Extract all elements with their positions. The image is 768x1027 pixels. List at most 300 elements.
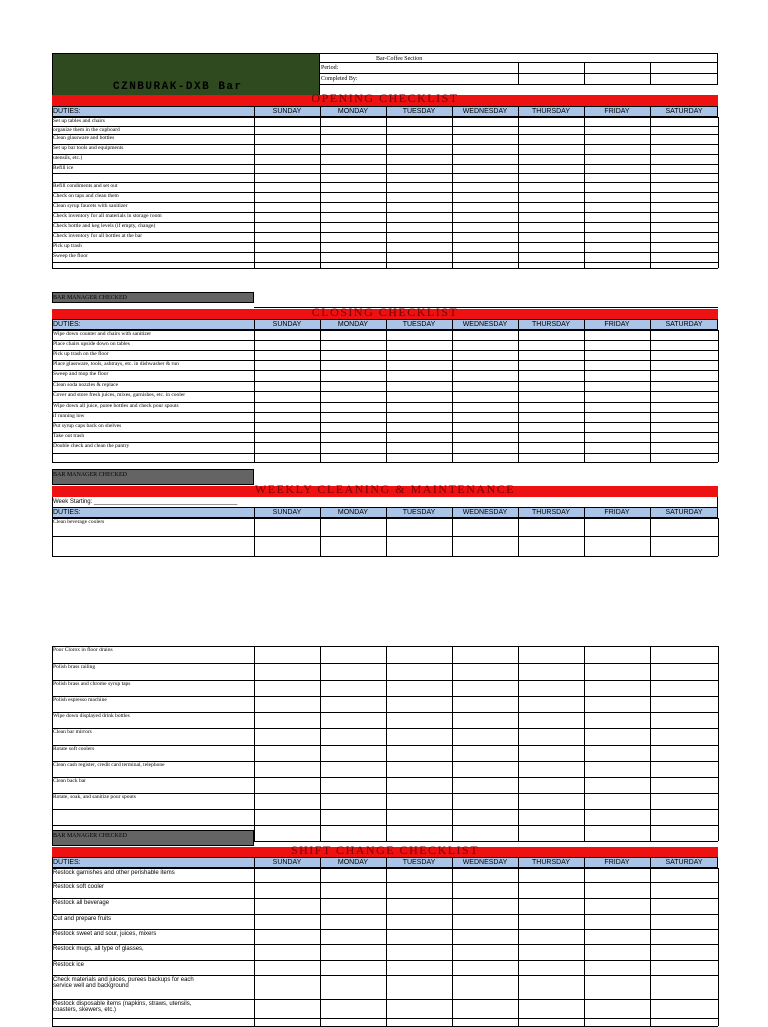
- opening-check-cell[interactable]: [650, 164, 718, 173]
- opening-check-cell[interactable]: [320, 232, 386, 242]
- opening-check-cell[interactable]: [452, 117, 518, 126]
- opening-check-cell[interactable]: [452, 144, 518, 154]
- opening-check-cell[interactable]: [584, 154, 650, 164]
- shift-check-cell[interactable]: [452, 999, 518, 1018]
- shift-check-cell[interactable]: [650, 898, 718, 914]
- weekly-check-cell[interactable]: [254, 696, 320, 712]
- weekly-top-check-cell[interactable]: [518, 536, 584, 556]
- closing-check-cell[interactable]: [254, 422, 320, 432]
- opening-check-cell[interactable]: [584, 164, 650, 173]
- opening-check-cell[interactable]: [320, 182, 386, 192]
- closing-check-cell[interactable]: [254, 340, 320, 350]
- weekly-check-cell[interactable]: [386, 825, 452, 841]
- shift-check-cell[interactable]: [254, 914, 320, 929]
- opening-check-cell[interactable]: [518, 202, 584, 212]
- opening-check-cell[interactable]: [518, 222, 584, 232]
- closing-check-cell[interactable]: [320, 402, 386, 412]
- weekly-check-cell[interactable]: [518, 745, 584, 761]
- opening-check-cell[interactable]: [386, 222, 452, 232]
- closing-check-cell[interactable]: [650, 391, 718, 402]
- opening-check-cell[interactable]: [584, 134, 650, 144]
- shift-check-cell[interactable]: [386, 975, 452, 999]
- weekly-check-cell[interactable]: [584, 777, 650, 793]
- opening-check-cell[interactable]: [452, 182, 518, 192]
- closing-check-cell[interactable]: [386, 432, 452, 442]
- closing-check-cell[interactable]: [518, 412, 584, 422]
- weekly-check-cell[interactable]: [254, 825, 320, 841]
- shift-check-cell[interactable]: [452, 898, 518, 914]
- closing-check-cell[interactable]: [386, 453, 452, 462]
- shift-check-cell[interactable]: [386, 999, 452, 1018]
- weekly-check-cell[interactable]: [584, 663, 650, 680]
- opening-check-cell[interactable]: [584, 222, 650, 232]
- shift-check-cell[interactable]: [320, 944, 386, 960]
- opening-check-cell[interactable]: [518, 182, 584, 192]
- shift-check-cell[interactable]: [518, 868, 584, 882]
- closing-check-cell[interactable]: [452, 432, 518, 442]
- weekly-check-cell[interactable]: [650, 777, 718, 793]
- weekly-check-cell[interactable]: [584, 745, 650, 761]
- weekly-check-cell[interactable]: [518, 761, 584, 777]
- opening-check-cell[interactable]: [452, 192, 518, 202]
- opening-check-cell[interactable]: [320, 144, 386, 154]
- opening-check-cell[interactable]: [320, 212, 386, 222]
- closing-check-cell[interactable]: [452, 442, 518, 453]
- opening-check-cell[interactable]: [650, 126, 718, 134]
- opening-check-cell[interactable]: [650, 182, 718, 192]
- weekly-top-check-cell[interactable]: [452, 518, 518, 536]
- weekly-top-check-cell[interactable]: [320, 518, 386, 536]
- shift-check-cell[interactable]: [518, 882, 584, 898]
- closing-check-cell[interactable]: [386, 442, 452, 453]
- closing-check-cell[interactable]: [518, 381, 584, 391]
- opening-check-cell[interactable]: [254, 232, 320, 242]
- opening-check-cell[interactable]: [518, 232, 584, 242]
- closing-check-cell[interactable]: [320, 422, 386, 432]
- shift-check-cell[interactable]: [584, 999, 650, 1018]
- shift-check-cell[interactable]: [386, 898, 452, 914]
- shift-check-cell[interactable]: [518, 944, 584, 960]
- shift-check-cell[interactable]: [650, 868, 718, 882]
- shift-check-cell[interactable]: [452, 960, 518, 975]
- opening-check-cell[interactable]: [650, 154, 718, 164]
- opening-check-cell[interactable]: [518, 117, 584, 126]
- shift-check-cell[interactable]: [518, 960, 584, 975]
- shift-check-cell[interactable]: [452, 944, 518, 960]
- opening-check-cell[interactable]: [584, 126, 650, 134]
- opening-check-cell[interactable]: [452, 202, 518, 212]
- opening-check-cell[interactable]: [452, 212, 518, 222]
- weekly-check-cell[interactable]: [518, 663, 584, 680]
- weekly-check-cell[interactable]: [452, 663, 518, 680]
- closing-check-cell[interactable]: [584, 330, 650, 340]
- weekly-top-check-cell[interactable]: [584, 536, 650, 556]
- opening-check-cell[interactable]: [320, 126, 386, 134]
- closing-check-cell[interactable]: [386, 381, 452, 391]
- opening-check-cell[interactable]: [386, 134, 452, 144]
- opening-check-cell[interactable]: [452, 126, 518, 134]
- opening-check-cell[interactable]: [584, 202, 650, 212]
- closing-check-cell[interactable]: [584, 360, 650, 370]
- closing-check-cell[interactable]: [386, 330, 452, 340]
- shift-check-cell[interactable]: [254, 898, 320, 914]
- opening-check-cell[interactable]: [584, 232, 650, 242]
- closing-check-cell[interactable]: [650, 330, 718, 340]
- opening-check-cell[interactable]: [386, 182, 452, 192]
- shift-check-cell[interactable]: [254, 999, 320, 1018]
- shift-check-cell[interactable]: [320, 975, 386, 999]
- weekly-check-cell[interactable]: [518, 777, 584, 793]
- weekly-check-cell[interactable]: [386, 777, 452, 793]
- closing-check-cell[interactable]: [386, 412, 452, 422]
- weekly-check-cell[interactable]: [650, 712, 718, 728]
- shift-check-cell[interactable]: [452, 929, 518, 944]
- opening-check-cell[interactable]: [584, 173, 650, 182]
- weekly-check-cell[interactable]: [320, 745, 386, 761]
- closing-check-cell[interactable]: [518, 391, 584, 402]
- shift-check-cell[interactable]: [386, 914, 452, 929]
- weekly-check-cell[interactable]: [386, 712, 452, 728]
- closing-check-cell[interactable]: [584, 381, 650, 391]
- weekly-check-cell[interactable]: [584, 761, 650, 777]
- opening-check-cell[interactable]: [452, 232, 518, 242]
- weekly-check-cell[interactable]: [584, 680, 650, 696]
- weekly-check-cell[interactable]: [650, 646, 718, 663]
- weekly-top-check-cell[interactable]: [254, 518, 320, 536]
- closing-check-cell[interactable]: [320, 350, 386, 360]
- weekly-top-check-cell[interactable]: [584, 518, 650, 536]
- closing-check-cell[interactable]: [584, 432, 650, 442]
- closing-check-cell[interactable]: [386, 391, 452, 402]
- shift-check-cell[interactable]: [650, 929, 718, 944]
- opening-check-cell[interactable]: [320, 202, 386, 212]
- opening-check-cell[interactable]: [452, 252, 518, 262]
- weekly-check-cell[interactable]: [518, 646, 584, 663]
- weekly-check-cell[interactable]: [386, 646, 452, 663]
- opening-check-cell[interactable]: [254, 117, 320, 126]
- closing-check-cell[interactable]: [386, 402, 452, 412]
- weekly-check-cell[interactable]: [518, 809, 584, 825]
- shift-check-cell[interactable]: [452, 1018, 518, 1026]
- shift-check-cell[interactable]: [650, 882, 718, 898]
- shift-check-cell[interactable]: [254, 1018, 320, 1026]
- opening-check-cell[interactable]: [320, 192, 386, 202]
- opening-check-cell[interactable]: [254, 252, 320, 262]
- weekly-check-cell[interactable]: [386, 809, 452, 825]
- opening-check-cell[interactable]: [320, 252, 386, 262]
- closing-check-cell[interactable]: [254, 330, 320, 340]
- weekly-check-cell[interactable]: [320, 809, 386, 825]
- opening-check-cell[interactable]: [386, 202, 452, 212]
- shift-check-cell[interactable]: [386, 1018, 452, 1026]
- opening-check-cell[interactable]: [584, 212, 650, 222]
- opening-check-cell[interactable]: [518, 164, 584, 173]
- weekly-check-cell[interactable]: [650, 728, 718, 745]
- weekly-check-cell[interactable]: [386, 761, 452, 777]
- weekly-check-cell[interactable]: [584, 696, 650, 712]
- closing-check-cell[interactable]: [518, 360, 584, 370]
- opening-check-cell[interactable]: [584, 252, 650, 262]
- closing-check-cell[interactable]: [452, 402, 518, 412]
- opening-check-cell[interactable]: [254, 202, 320, 212]
- shift-check-cell[interactable]: [650, 960, 718, 975]
- opening-check-cell[interactable]: [254, 173, 320, 182]
- opening-check-cell[interactable]: [650, 222, 718, 232]
- opening-check-cell[interactable]: [584, 144, 650, 154]
- opening-check-cell[interactable]: [452, 242, 518, 252]
- shift-check-cell[interactable]: [452, 975, 518, 999]
- shift-check-cell[interactable]: [584, 914, 650, 929]
- closing-check-cell[interactable]: [584, 391, 650, 402]
- opening-check-cell[interactable]: [386, 164, 452, 173]
- opening-check-cell[interactable]: [650, 212, 718, 222]
- shift-check-cell[interactable]: [518, 929, 584, 944]
- opening-check-cell[interactable]: [518, 126, 584, 134]
- weekly-check-cell[interactable]: [452, 825, 518, 841]
- weekly-check-cell[interactable]: [254, 680, 320, 696]
- closing-check-cell[interactable]: [386, 360, 452, 370]
- opening-check-cell[interactable]: [452, 154, 518, 164]
- opening-check-cell[interactable]: [650, 144, 718, 154]
- opening-check-cell[interactable]: [320, 222, 386, 232]
- closing-check-cell[interactable]: [584, 350, 650, 360]
- shift-check-cell[interactable]: [254, 944, 320, 960]
- opening-check-cell[interactable]: [452, 134, 518, 144]
- weekly-check-cell[interactable]: [254, 777, 320, 793]
- shift-check-cell[interactable]: [650, 914, 718, 929]
- closing-check-cell[interactable]: [650, 442, 718, 453]
- opening-check-cell[interactable]: [386, 126, 452, 134]
- weekly-check-cell[interactable]: [650, 680, 718, 696]
- closing-check-cell[interactable]: [254, 412, 320, 422]
- weekly-check-cell[interactable]: [650, 825, 718, 841]
- closing-check-cell[interactable]: [650, 422, 718, 432]
- shift-check-cell[interactable]: [320, 882, 386, 898]
- weekly-check-cell[interactable]: [386, 728, 452, 745]
- weekly-check-cell[interactable]: [320, 761, 386, 777]
- opening-check-cell[interactable]: [650, 192, 718, 202]
- shift-check-cell[interactable]: [320, 898, 386, 914]
- opening-check-cell[interactable]: [254, 144, 320, 154]
- opening-check-cell[interactable]: [386, 242, 452, 252]
- weekly-check-cell[interactable]: [518, 680, 584, 696]
- opening-check-cell[interactable]: [320, 117, 386, 126]
- shift-check-cell[interactable]: [254, 929, 320, 944]
- weekly-check-cell[interactable]: [320, 680, 386, 696]
- weekly-check-cell[interactable]: [650, 745, 718, 761]
- weekly-top-check-cell[interactable]: [518, 518, 584, 536]
- weekly-check-cell[interactable]: [386, 793, 452, 809]
- shift-check-cell[interactable]: [518, 898, 584, 914]
- weekly-check-cell[interactable]: [584, 825, 650, 841]
- shift-check-cell[interactable]: [584, 960, 650, 975]
- closing-check-cell[interactable]: [518, 402, 584, 412]
- opening-check-cell[interactable]: [452, 173, 518, 182]
- weekly-check-cell[interactable]: [452, 793, 518, 809]
- weekly-check-cell[interactable]: [584, 728, 650, 745]
- shift-check-cell[interactable]: [320, 914, 386, 929]
- weekly-check-cell[interactable]: [452, 646, 518, 663]
- weekly-check-cell[interactable]: [518, 825, 584, 841]
- closing-check-cell[interactable]: [650, 381, 718, 391]
- opening-check-cell[interactable]: [254, 182, 320, 192]
- opening-check-cell[interactable]: [518, 192, 584, 202]
- weekly-top-check-cell[interactable]: [254, 536, 320, 556]
- closing-check-cell[interactable]: [254, 381, 320, 391]
- weekly-check-cell[interactable]: [452, 696, 518, 712]
- weekly-check-cell[interactable]: [254, 663, 320, 680]
- opening-check-cell[interactable]: [254, 192, 320, 202]
- closing-check-cell[interactable]: [254, 360, 320, 370]
- closing-check-cell[interactable]: [650, 340, 718, 350]
- weekly-check-cell[interactable]: [254, 745, 320, 761]
- opening-check-cell[interactable]: [254, 134, 320, 144]
- closing-check-cell[interactable]: [584, 340, 650, 350]
- weekly-check-cell[interactable]: [584, 712, 650, 728]
- weekly-check-cell[interactable]: [254, 712, 320, 728]
- weekly-check-cell[interactable]: [584, 793, 650, 809]
- shift-check-cell[interactable]: [386, 868, 452, 882]
- opening-check-cell[interactable]: [518, 212, 584, 222]
- shift-check-cell[interactable]: [452, 882, 518, 898]
- shift-check-cell[interactable]: [584, 1018, 650, 1026]
- weekly-check-cell[interactable]: [254, 793, 320, 809]
- closing-check-cell[interactable]: [452, 360, 518, 370]
- weekly-top-check-cell[interactable]: [452, 536, 518, 556]
- closing-check-cell[interactable]: [584, 370, 650, 381]
- shift-check-cell[interactable]: [518, 1018, 584, 1026]
- weekly-check-cell[interactable]: [584, 809, 650, 825]
- opening-check-cell[interactable]: [386, 232, 452, 242]
- shift-check-cell[interactable]: [254, 975, 320, 999]
- closing-check-cell[interactable]: [320, 330, 386, 340]
- weekly-check-cell[interactable]: [320, 777, 386, 793]
- opening-check-cell[interactable]: [254, 212, 320, 222]
- weekly-check-cell[interactable]: [452, 745, 518, 761]
- shift-check-cell[interactable]: [584, 975, 650, 999]
- closing-check-cell[interactable]: [452, 340, 518, 350]
- shift-check-cell[interactable]: [254, 882, 320, 898]
- opening-check-cell[interactable]: [452, 164, 518, 173]
- weekly-check-cell[interactable]: [650, 761, 718, 777]
- opening-check-cell[interactable]: [518, 252, 584, 262]
- closing-check-cell[interactable]: [584, 453, 650, 462]
- weekly-check-cell[interactable]: [452, 680, 518, 696]
- shift-check-cell[interactable]: [584, 944, 650, 960]
- weekly-top-check-cell[interactable]: [320, 536, 386, 556]
- weekly-check-cell[interactable]: [650, 696, 718, 712]
- opening-check-cell[interactable]: [254, 242, 320, 252]
- weekly-check-cell[interactable]: [650, 793, 718, 809]
- opening-check-cell[interactable]: [320, 242, 386, 252]
- shift-check-cell[interactable]: [254, 868, 320, 882]
- closing-check-cell[interactable]: [452, 453, 518, 462]
- opening-check-cell[interactable]: [320, 173, 386, 182]
- closing-check-cell[interactable]: [320, 442, 386, 453]
- opening-check-cell[interactable]: [386, 252, 452, 262]
- closing-check-cell[interactable]: [518, 370, 584, 381]
- closing-check-cell[interactable]: [254, 370, 320, 381]
- weekly-check-cell[interactable]: [320, 825, 386, 841]
- closing-check-cell[interactable]: [254, 442, 320, 453]
- closing-check-cell[interactable]: [320, 381, 386, 391]
- closing-check-cell[interactable]: [452, 422, 518, 432]
- closing-check-cell[interactable]: [254, 350, 320, 360]
- opening-check-cell[interactable]: [650, 232, 718, 242]
- opening-check-cell[interactable]: [518, 154, 584, 164]
- opening-check-cell[interactable]: [386, 212, 452, 222]
- closing-check-cell[interactable]: [320, 370, 386, 381]
- opening-check-cell[interactable]: [386, 117, 452, 126]
- closing-check-cell[interactable]: [518, 432, 584, 442]
- weekly-check-cell[interactable]: [386, 745, 452, 761]
- closing-check-cell[interactable]: [254, 402, 320, 412]
- weekly-check-cell[interactable]: [320, 696, 386, 712]
- shift-check-cell[interactable]: [320, 960, 386, 975]
- shift-check-cell[interactable]: [320, 999, 386, 1018]
- weekly-check-cell[interactable]: [386, 696, 452, 712]
- opening-check-cell[interactable]: [320, 134, 386, 144]
- weekly-check-cell[interactable]: [254, 761, 320, 777]
- closing-check-cell[interactable]: [320, 453, 386, 462]
- closing-check-cell[interactable]: [320, 340, 386, 350]
- closing-check-cell[interactable]: [518, 330, 584, 340]
- opening-check-cell[interactable]: [584, 192, 650, 202]
- opening-check-cell[interactable]: [320, 164, 386, 173]
- weekly-check-cell[interactable]: [254, 809, 320, 825]
- closing-check-cell[interactable]: [518, 340, 584, 350]
- opening-check-cell[interactable]: [650, 202, 718, 212]
- weekly-top-check-cell[interactable]: [386, 518, 452, 536]
- opening-check-cell[interactable]: [518, 242, 584, 252]
- weekly-top-check-cell[interactable]: [386, 536, 452, 556]
- closing-check-cell[interactable]: [386, 422, 452, 432]
- weekly-check-cell[interactable]: [386, 680, 452, 696]
- opening-check-cell[interactable]: [584, 117, 650, 126]
- closing-check-cell[interactable]: [320, 432, 386, 442]
- weekly-top-check-cell[interactable]: [650, 536, 718, 556]
- shift-check-cell[interactable]: [386, 929, 452, 944]
- opening-check-cell[interactable]: [254, 164, 320, 173]
- opening-check-cell[interactable]: [584, 182, 650, 192]
- shift-check-cell[interactable]: [584, 882, 650, 898]
- weekly-check-cell[interactable]: [386, 663, 452, 680]
- weekly-check-cell[interactable]: [320, 728, 386, 745]
- closing-check-cell[interactable]: [386, 340, 452, 350]
- weekly-check-cell[interactable]: [452, 712, 518, 728]
- closing-check-cell[interactable]: [518, 350, 584, 360]
- opening-check-cell[interactable]: [518, 134, 584, 144]
- closing-check-cell[interactable]: [584, 402, 650, 412]
- closing-check-cell[interactable]: [320, 391, 386, 402]
- opening-check-cell[interactable]: [254, 126, 320, 134]
- closing-check-cell[interactable]: [518, 442, 584, 453]
- closing-check-cell[interactable]: [386, 370, 452, 381]
- shift-check-cell[interactable]: [386, 944, 452, 960]
- closing-check-cell[interactable]: [584, 442, 650, 453]
- weekly-check-cell[interactable]: [320, 793, 386, 809]
- opening-check-cell[interactable]: [650, 242, 718, 252]
- closing-check-cell[interactable]: [254, 453, 320, 462]
- opening-check-cell[interactable]: [650, 173, 718, 182]
- opening-check-cell[interactable]: [386, 192, 452, 202]
- weekly-check-cell[interactable]: [320, 663, 386, 680]
- shift-check-cell[interactable]: [320, 929, 386, 944]
- closing-check-cell[interactable]: [452, 350, 518, 360]
- weekly-check-cell[interactable]: [452, 777, 518, 793]
- shift-check-cell[interactable]: [584, 929, 650, 944]
- weekly-check-cell[interactable]: [584, 646, 650, 663]
